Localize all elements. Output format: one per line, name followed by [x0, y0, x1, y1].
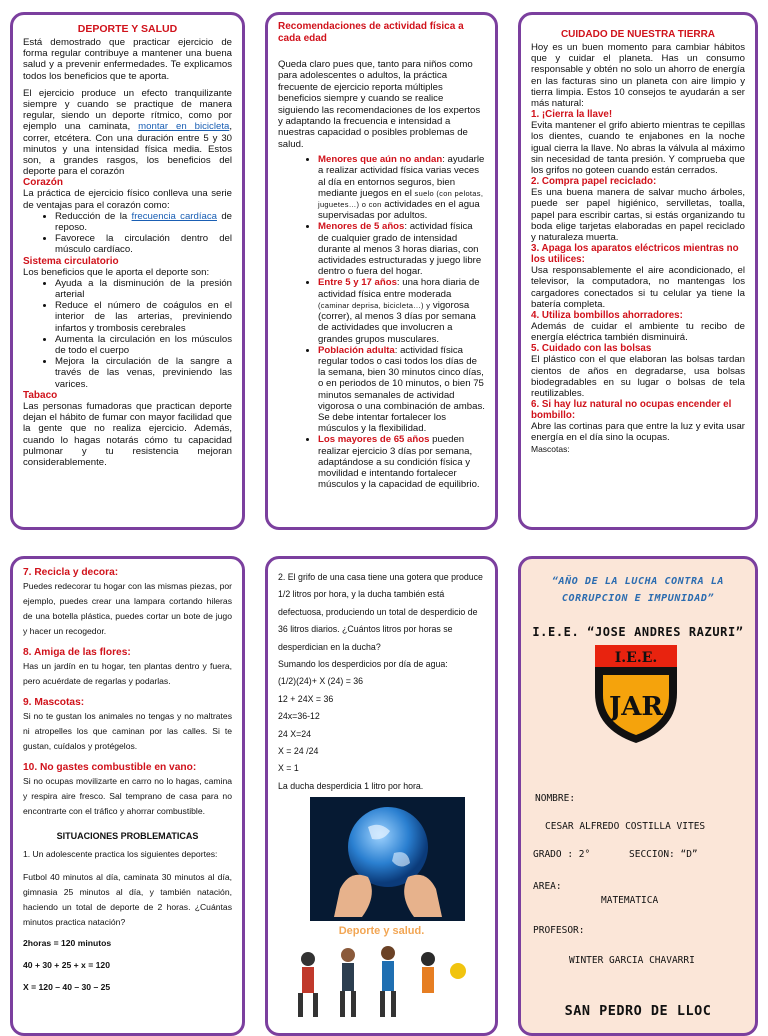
panel-cover — [518, 556, 758, 1036]
tip-heading: 3. Apaga los aparatos eléctricos mientras no los utilices: — [531, 243, 739, 266]
section-heading-tabaco: Tabaco — [23, 389, 58, 401]
list-item: • Favorece la circulación dentro del músculo cardíaco. — [55, 233, 232, 255]
paragraph: Queda claro pues que, tanto para niños como para adolescentes o adultos, la práctica frecuente de ejercicio reporta múltiples beneficios siempre y cuando se realice siguiendo las recomendaciones de los expertos y adaptando la frecuencia e intensidad a nuestras capacidad o posibles problemas de salud. — [278, 59, 481, 150]
tip-text: Puedes redecorar tu hogar con las mismas piezas, por ejemplo, puedes crear una lampara cortando hileras de una botella plástica, puedes cortar un bote de jugo y hacer un recogedor. — [23, 581, 232, 636]
globe-hands-image — [310, 797, 465, 921]
year-motto: “AÑO DE LA LUCHA CONTRA LA CORRUPCION E IMPUNIDAD” — [551, 576, 725, 604]
list-item: • Mejora la circulación de la sangre a través de las venas, previniendo las varices. — [55, 356, 232, 390]
panel-title: DEPORTE Y SALUD — [77, 23, 178, 35]
age-recommendations-list — [278, 154, 485, 490]
solution-line: Sumando los desperdicios por día de agua: — [278, 659, 448, 670]
panel-title: Recomendaciones de actividad física a cada edad — [278, 21, 464, 44]
panel-cuidado-tierra — [518, 12, 758, 530]
tip-text: Si no te gustan los animales no tengas y no maltrates ni atropelles los que caminan por las calles. Si te gustan, cuídalos y protégelos. — [23, 711, 232, 751]
paragraph: Hoy es un buen momento para cambiar hábitos que y cuidar el planeta. Has un consumo responsable y obtén no solo un ahorro de energía en las facturas sino un planeta con aire limpio y tierra limpia. Estos 10 consejos te ayudarán a ser más natural: — [531, 42, 745, 110]
list-item: • Población adulta: actividad física regular todos o casi todos los días de la semana, bien 30 minutos cinco días, o en periodos de 10 minutos, o bien 75 minutos semanales de actividad vigorosa o una combinación de ambas. Se debe intentar fortalecer los músculos y la flexibilidad. — [318, 345, 485, 435]
solution-line: 40 + 30 + 25 + x = 120 — [23, 960, 110, 970]
tip-text: Has un jardín en tu hogar, ten plantas dentro y fuera, pero acuérdate de regarlas y podarlas. — [23, 661, 232, 686]
panel-deporte-salud — [10, 12, 245, 530]
solution-line: X = 1 — [278, 763, 299, 774]
nombre-label: NOMBRE: — [535, 793, 576, 804]
bicycle-link[interactable]: montar en bicicleta — [138, 121, 230, 133]
grado-value: GRADO : 2° — [533, 849, 591, 860]
logo-initials-text: I.E.E. — [614, 650, 658, 666]
solution-line: (1/2)(24)+ X (24) = 36 — [278, 676, 364, 687]
shield-icon — [591, 641, 681, 745]
solution-line: X = 120 – 40 – 30 – 25 — [23, 982, 111, 992]
student-name: CESAR ALFREDO COSTILLA VITES — [545, 821, 706, 832]
tip-heading: 5. Cuidado con las bolsas — [531, 343, 652, 355]
problem-statement: 2. El grifo de una casa tiene una gotera que produce 1/2 litros por hora, y la ducha también está defectuosa, produciendo un total de desperdicio de 36 litros diarios. ¿Cuántos litros por horas se desperdician en la ducha? — [278, 572, 483, 652]
tip-text: Usa responsablemente el aire acondicionado, el televisor, la computadora, no mantengas los cargadores conectados si tu celular ya tiene la batería completa. — [531, 265, 745, 310]
image-caption: Deporte y salud. — [338, 925, 425, 937]
tip-text: Abre las cortinas para que entre la luz y evita usar energía en el día sino la ocupas. — [531, 421, 745, 444]
tip-heading: 10. No gastes combustible en vano: — [23, 762, 197, 773]
section-title: SITUACIONES PROBLEMATICAS — [56, 831, 199, 841]
paragraph: Los beneficios que le aporta el deporte son: — [23, 266, 210, 278]
section-heading-sistema: Sistema circulatorio — [23, 255, 119, 267]
profesor-label: PROFESOR: — [533, 925, 585, 936]
list-item: • Entre 5 y 17 años: una hora diaria de actividad física entre moderada (caminar deprisa, bicicleta…) y vigorosa (correr), al menos 3 días por semana de actividades que involucren a grandes grupos musculares. — [318, 277, 485, 344]
tip-heading: 4. Utiliza bombillos ahorradores: — [531, 310, 683, 322]
paragraph: La práctica de ejercicio físico conlleva una serie de ventajas para el corazón como: — [23, 188, 232, 211]
list-item: • Reducción de la frecuencia cardíaca de reposo. — [55, 211, 232, 233]
tip-text: Si no ocupas movilizarte en carro no lo hagas, camina y respira aire fresco. Sal temprano de casa para no encontrarte con el tráfico y ahorrar combustible. — [23, 776, 232, 816]
sistema-list — [23, 278, 232, 390]
tip-heading: 7. Recicla y decora: — [23, 567, 119, 578]
solution-line: 24x=36-12 — [278, 711, 320, 722]
panel-recomendaciones — [265, 12, 498, 530]
paragraph: Está demostrado que practicar ejercicio de forma regular contribuye a mantener una buena salud y a prevenir enfermedades. Te explicamos todos los beneficios que te aporta. — [23, 37, 232, 82]
tip-heading: 1. ¡Cierra la llave! — [531, 109, 613, 121]
tip-text: Además de cuidar el ambiente tu recibo de energía eléctrica también disminuirá. — [531, 321, 745, 344]
profesor-name: WINTER GARCIA CHAVARRI — [569, 955, 695, 966]
list-item: • Reduce el número de coágulos en el interior de las arterias, previniendo infartos y trombosis cerebrales — [55, 300, 232, 334]
solution-line: X = 24 /24 — [278, 746, 319, 757]
list-item: • Menores de 5 años: actividad física de cualquier grado de intensidad durante al menos 3 horas diarias, con actividades estructuradas y juego libre dentro o fuera del hogar. — [318, 221, 485, 277]
panel-title: CUIDADO DE NUESTRA TIERRA — [560, 29, 716, 40]
list-item: • Los mayores de 65 años pueden realizar ejercicio 3 días por semana, adaptándose a su condición física y movilidad e intentando fortalecer músculos y la capacidad de equilibrio. — [318, 434, 485, 490]
solution-line: 2horas = 120 minutos — [23, 938, 112, 948]
area-label: AREA: — [533, 881, 562, 892]
list-item: • Menores que aún no andan: ayudarle a realizar actividad física varias veces al día en entornos seguros, bien mediante juegos en el suelo (con pelotas, juguetes…) o con actividades en el agua supervisadas por adultos. — [318, 154, 485, 221]
solution-line: 12 + 24X = 36 — [278, 693, 334, 704]
paragraph: El ejercicio produce un efecto tranquilizante siempre y cuando se practique de manera regular, siendo un deporte rítmico, como por ejemplo una caminata, montar en bicicleta, correr, etcétera. Con una duración entre 5 y 30 minutos y una intensidad física media. Estos son, a grandes rasgos, los beneficios del deporte para el corazón — [23, 87, 232, 178]
panel-problema-ducha — [265, 556, 498, 1036]
athletes-image — [278, 941, 478, 1021]
tip-heading: 2. Compra papel reciclado: — [531, 176, 657, 188]
solution-line: 24 X=24 — [278, 728, 312, 739]
heart-rate-link[interactable]: frecuencia cardíaca — [131, 210, 217, 222]
panel-consejos-situaciones — [10, 556, 245, 1036]
city-name: SAN PEDRO DE LLOC — [564, 1003, 712, 1019]
seccion-value: SECCION: “D” — [629, 849, 698, 860]
solution-line: La ducha desperdicia 1 litro por hora. — [278, 780, 424, 791]
logo-monogram-text: JAR — [608, 692, 664, 722]
tip-heading: 6. Si hay luz natural no ocupas encender el bombillo: — [531, 399, 732, 422]
corazon-list — [23, 211, 232, 256]
list-item: • Aumenta la circulación en los músculos de todo el cuerpo — [55, 334, 232, 356]
school-shield-logo — [591, 641, 681, 745]
paragraph: Las personas fumadoras que practican deporte dejan el hábito de fumar con mayor facilidad que la gente que no realiza ejercicio. Además, cuando lo hagas notarás cómo tu capacidad pulmonar y tu resistencia mejoran considerablemente. — [23, 400, 232, 468]
area-value: MATEMATICA — [601, 895, 659, 906]
globe-icon — [310, 797, 465, 921]
trailing-label: Mascotas: — [531, 443, 570, 454]
school-name: I.E.E. “JOSE ANDRES RAZURI” — [532, 625, 744, 639]
tip-heading: 9. Mascotas: — [23, 697, 85, 708]
list-item: • Ayuda a la disminución de la presión arterial — [55, 278, 232, 300]
problem-statement: 1. Un adolescente practica los siguientes deportes: — [23, 849, 218, 859]
tip-text: El plástico con el que elaboran las bolsas tardan cientos de años en degradarse, usa bolsas biodegradables en su lugar o bolsas de tela reutilizables. — [531, 354, 745, 400]
section-heading-corazon: Corazón — [23, 177, 63, 189]
tip-text: Es una buena manera de salvar mucho árboles, puede ser papel higiénico, servilletas, toalla, papel para escribir cartas, si estás organizando tu boda elige tarjetas elaboradas en papel reciclado y naturaleza muerta. — [531, 187, 745, 244]
tip-text: Evita mantener el grifo abierto mientras te cepillas los dientes, cuando te enjabones en la noche igual cierra la llave. No abras la válvula al máximo sin necesidad de tanta presión. Y comprueba que los grifos no goteen cuando están cerrados. — [531, 120, 745, 177]
problem-text: Futbol 40 minutos al día, caminata 30 minutos al día, gimnasia 25 minutos al día, y también natación, haciendo un total de deporte de 2 horas. ¿Cuántas minutos practica natación? — [23, 872, 232, 927]
athletes-icon — [278, 941, 478, 1021]
tip-heading: 8. Amiga de las flores: — [23, 647, 131, 658]
